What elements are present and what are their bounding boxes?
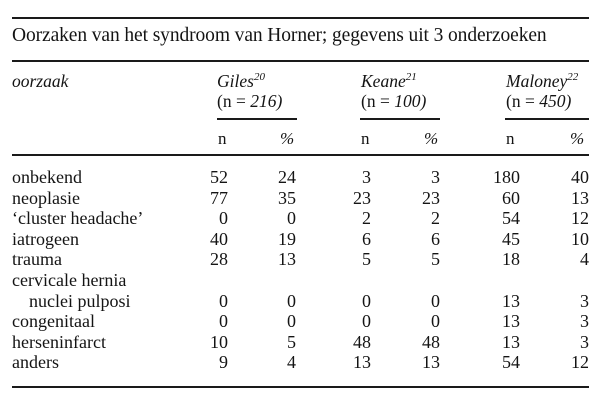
cell-pct: 3 xyxy=(580,331,589,352)
cell-pct: 4 xyxy=(287,352,296,373)
cell-pct: 13 xyxy=(422,352,440,373)
group-rule-giles xyxy=(217,118,297,120)
cell-n: 52 xyxy=(210,167,228,187)
cell-n: 5 xyxy=(362,249,371,270)
table-row xyxy=(0,167,600,187)
cell-pct: 4 xyxy=(580,249,589,270)
table-row xyxy=(0,291,600,311)
reference-superscript: 22 xyxy=(567,71,579,83)
cell-n: 13 xyxy=(502,290,520,311)
cell-n: 0 xyxy=(362,290,371,311)
row-label: congenitaal xyxy=(12,311,95,332)
n-prefix: (n = xyxy=(506,91,540,111)
cell-n: 28 xyxy=(210,249,228,270)
n-value: 450 xyxy=(539,91,566,111)
table-row xyxy=(0,188,600,208)
title-rule xyxy=(12,60,589,62)
group-name: Giles xyxy=(217,71,254,91)
cell-pct: 48 xyxy=(422,331,440,352)
cell-pct: 13 xyxy=(571,187,589,208)
cell-pct: 24 xyxy=(278,167,296,187)
row-label: nuclei pulposi xyxy=(29,290,131,311)
n-suffix: ) xyxy=(276,91,283,111)
row-label: iatrogeen xyxy=(12,228,79,249)
table-row xyxy=(0,229,600,249)
cell-n: 0 xyxy=(219,290,228,311)
subheader-pct: % xyxy=(570,129,585,148)
table-row xyxy=(0,208,600,228)
n-suffix: ) xyxy=(420,91,427,111)
cell-pct: 5 xyxy=(431,249,440,270)
cell-pct: 2 xyxy=(431,208,440,229)
cell-n: 3 xyxy=(362,167,371,187)
group-header-giles xyxy=(217,71,265,92)
group-n-keane xyxy=(361,91,426,112)
cell-pct: 5 xyxy=(287,331,296,352)
cell-pct: 23 xyxy=(422,187,440,208)
cell-n: 13 xyxy=(353,352,371,373)
cell-pct: 40 xyxy=(571,167,589,187)
cell-pct: 6 xyxy=(431,228,440,249)
cell-n: 9 xyxy=(219,352,228,373)
n-suffix: ) xyxy=(565,91,572,111)
group-header-keane xyxy=(361,71,417,92)
cell-n: 48 xyxy=(353,331,371,352)
subheader-pct: % xyxy=(424,129,439,148)
cell-n: 18 xyxy=(502,249,520,270)
row-header: oorzaak xyxy=(12,71,69,91)
subheader-n: n xyxy=(218,129,227,148)
row-label: cervicale hernia xyxy=(12,270,127,290)
cell-pct: 3 xyxy=(431,167,440,187)
reference-superscript: 21 xyxy=(405,71,417,83)
cell-pct: 13 xyxy=(278,249,296,270)
cell-n: 0 xyxy=(362,311,371,332)
cell-n: 45 xyxy=(502,228,520,249)
group-rule-keane xyxy=(360,118,440,120)
cell-pct: 0 xyxy=(287,311,296,332)
cell-n: 10 xyxy=(210,331,228,352)
cell-pct: 35 xyxy=(278,187,296,208)
row-label: anders xyxy=(12,352,59,373)
group-n-giles xyxy=(217,91,282,112)
cell-pct: 10 xyxy=(571,228,589,249)
cell-n: 0 xyxy=(219,311,228,332)
cell-n: 6 xyxy=(362,228,371,249)
table-row-label-continued xyxy=(0,270,600,290)
row-label: trauma xyxy=(12,249,62,270)
table-row xyxy=(0,311,600,331)
n-value: 216 xyxy=(250,91,277,111)
cell-pct: 12 xyxy=(571,352,589,373)
n-prefix: (n = xyxy=(217,91,251,111)
reference-superscript: 20 xyxy=(253,71,265,83)
bottom-rule xyxy=(12,386,589,388)
cell-n: 180 xyxy=(493,167,520,187)
group-rule-maloney xyxy=(505,118,589,120)
row-label: neoplasie xyxy=(12,187,80,208)
group-name: Keane xyxy=(361,71,406,91)
cell-n: 54 xyxy=(502,208,520,229)
cell-n: 40 xyxy=(210,228,228,249)
row-label: ‘cluster headache’ xyxy=(12,208,144,229)
cell-pct: 0 xyxy=(431,290,440,311)
group-n-maloney xyxy=(506,91,571,112)
row-label: herseninfarct xyxy=(12,331,106,352)
cell-n: 13 xyxy=(502,331,520,352)
table-row xyxy=(0,249,600,269)
cell-pct: 0 xyxy=(287,208,296,229)
cell-n: 60 xyxy=(502,187,520,208)
table-title: Oorzaken van het syndroom van Horner; gegevens uit 3 onderzoeken xyxy=(12,25,547,46)
group-header-maloney xyxy=(506,71,578,92)
subheader-pct: % xyxy=(280,129,295,148)
n-value: 100 xyxy=(394,91,421,111)
cell-n: 0 xyxy=(219,208,228,229)
top-rule xyxy=(12,17,589,19)
table-row xyxy=(0,352,600,372)
cell-pct: 19 xyxy=(278,228,296,249)
n-prefix: (n = xyxy=(361,91,395,111)
cell-pct: 3 xyxy=(580,311,589,332)
group-name: Maloney xyxy=(506,71,568,91)
table-row xyxy=(0,332,600,352)
cell-pct: 12 xyxy=(571,208,589,229)
subheader-n: n xyxy=(361,129,370,148)
cell-n: 2 xyxy=(362,208,371,229)
row-label: onbekend xyxy=(12,167,82,187)
cell-n: 13 xyxy=(502,311,520,332)
subheader-n: n xyxy=(506,129,515,148)
cell-n: 54 xyxy=(502,352,520,373)
cell-n: 77 xyxy=(210,187,228,208)
cell-pct: 3 xyxy=(580,290,589,311)
header-rule xyxy=(12,154,589,156)
cell-pct: 0 xyxy=(431,311,440,332)
cell-pct: 0 xyxy=(287,290,296,311)
cell-n: 23 xyxy=(353,187,371,208)
